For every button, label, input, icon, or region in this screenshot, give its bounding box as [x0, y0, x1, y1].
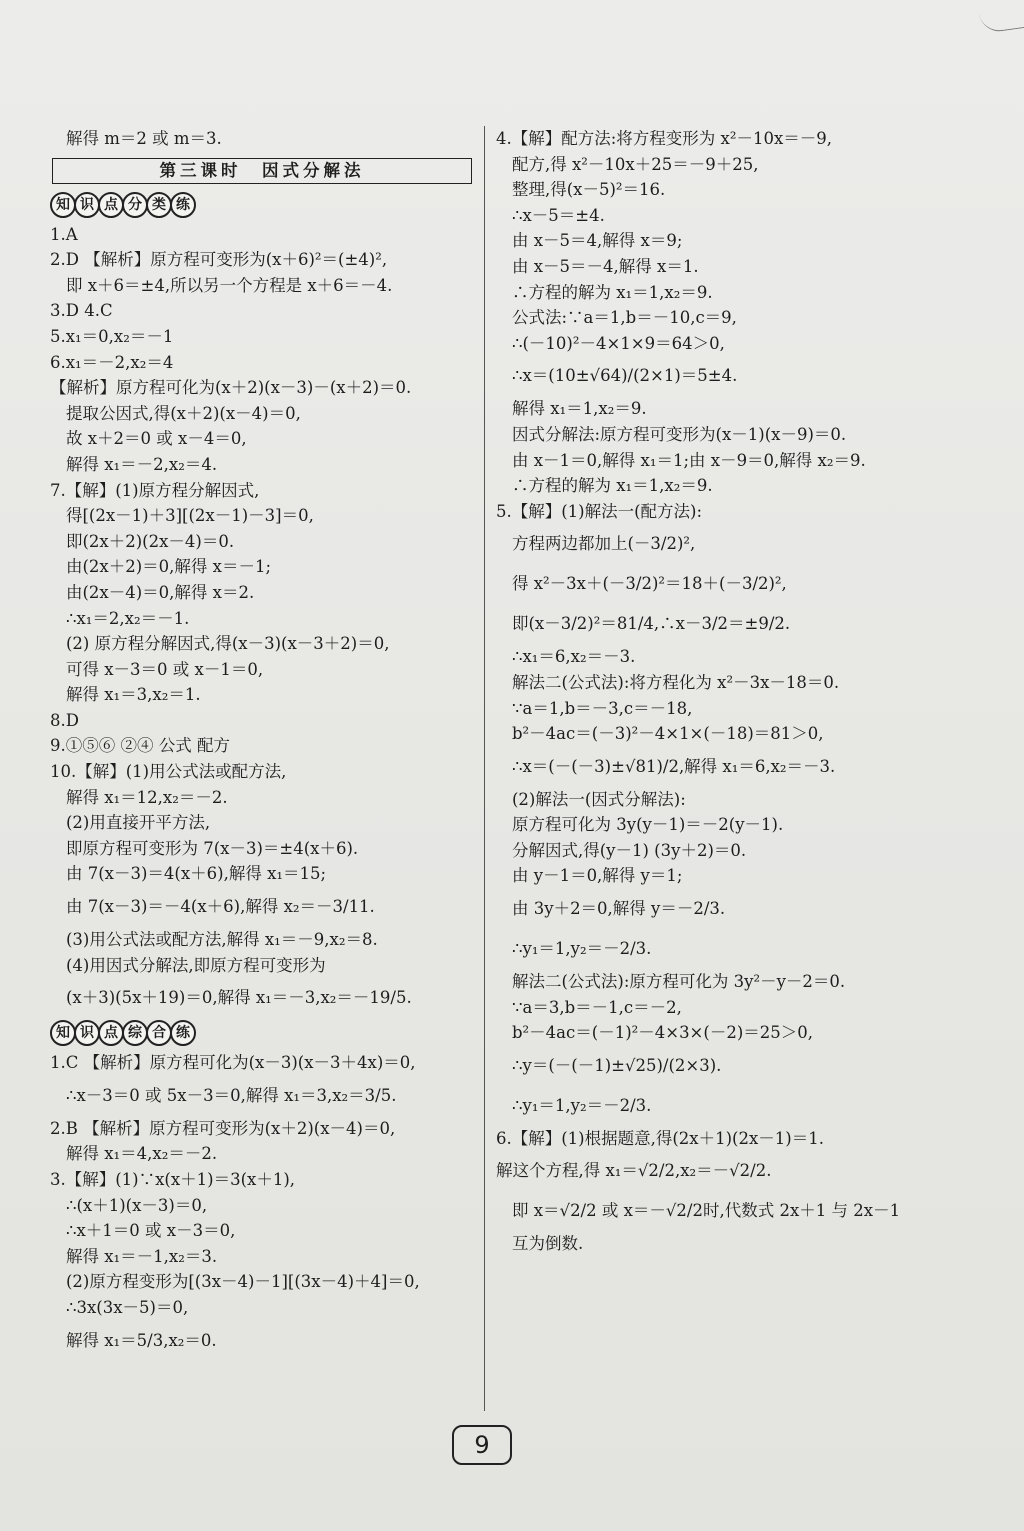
category-tag-comprehensive-practice-char: 练	[170, 1020, 196, 1046]
page-number: 9	[452, 1425, 512, 1465]
right-column	[496, 126, 976, 1257]
left-text-line: (2)用直接开平方法,	[66, 813, 211, 833]
category-tag-classified-practice-char: 识	[74, 192, 100, 218]
right-text-line: (2)解法一(因式分解法):	[512, 789, 686, 809]
left-text-line: 10.【解】(1)用公式法或配方法,	[50, 762, 287, 782]
page-corner-curl	[979, 7, 1024, 34]
left-text-line: ∴3x(3x－5)＝0,	[66, 1297, 189, 1317]
left-text-line: (x＋3)(5x＋19)＝0,解得 x₁＝－3,x₂＝－19/5.	[66, 988, 412, 1008]
left-text-line: 解得 x₁＝5/3,x₂＝0.	[66, 1330, 217, 1350]
left-column	[50, 126, 475, 1361]
right-text-line: 由 3y＋2＝0,解得 y＝－2/3.	[512, 899, 726, 919]
left-text-line: ∴x－3＝0 或 5x－3＝0,解得 x₁＝3,x₂＝3/5.	[66, 1085, 397, 1105]
category-tag-classified-practice-char: 类	[146, 192, 172, 218]
left-text-line: 即 x＋6＝±4,所以另一个方程是 x＋6＝－4.	[66, 275, 393, 295]
left-text-line: 1.C 【解析】原方程可化为(x－3)(x－3＋4x)＝0,	[50, 1053, 416, 1073]
left-text-line: 可得 x－3＝0 或 x－1＝0,	[66, 659, 264, 679]
column-divider	[484, 126, 485, 1411]
left-text-line: 即原方程可变形为 7(x－3)＝±4(x＋6).	[66, 838, 359, 858]
category-tag-comprehensive-practice-char: 综	[122, 1020, 148, 1046]
left-text-line: (2) 原方程分解因式,得(x－3)(x－3＋2)＝0,	[66, 634, 390, 654]
category-tag-comprehensive-practice-char: 合	[146, 1020, 172, 1046]
right-text-line: ∴x－5＝±4.	[512, 205, 605, 225]
right-text-line: 由 y－1＝0,解得 y＝1;	[512, 866, 683, 886]
right-text-line: 即 x＝√2/2 或 x＝－√2/2时,代数式 2x＋1 与 2x－1	[512, 1201, 901, 1221]
right-text-line: 解这个方程,得 x₁＝√2/2,x₂＝－√2/2.	[496, 1161, 772, 1181]
right-text-line: 原方程可化为 3y(y－1)＝－2(y－1).	[512, 815, 784, 835]
right-text-line: 4.【解】配方法:将方程变形为 x²－10x＝－9,	[496, 129, 833, 148]
right-text-line: ∴y₁＝1,y₂＝－2/3.	[512, 939, 652, 959]
left-text-line: 由(2x－4)＝0,解得 x＝2.	[66, 582, 255, 602]
left-text-line: (2)原方程变形为[(3x－4)－1][(3x－4)＋4]＝0,	[66, 1272, 420, 1292]
right-text-line: 整理,得(x－5)²＝16.	[512, 180, 666, 200]
right-text-line: ∴方程的解为 x₁＝1,x₂＝9.	[512, 476, 713, 496]
left-text-line: 得[(2x－1)＋3][(2x－1)－3]＝0,	[66, 506, 314, 526]
left-text-line: 解得 x₁＝3,x₂＝1.	[66, 685, 201, 705]
right-text-line: 解法二(公式法):将方程化为 x²－3x－18＝0.	[512, 672, 840, 692]
right-text-line: ∴x₁＝6,x₂＝－3.	[512, 647, 636, 667]
right-text-line: ∴x＝(10±√64)/(2×1)＝5±4.	[512, 366, 738, 386]
category-tag-comprehensive-practice	[50, 1020, 194, 1046]
left-text-line: 3.D 4.C	[50, 301, 113, 321]
category-tag-classified-practice-char: 分	[122, 192, 148, 218]
left-text-line: 1.A	[50, 224, 78, 244]
left-text-line: 2.B 【解析】原方程可变形为(x＋2)(x－4)＝0,	[50, 1118, 396, 1138]
left-text-line: (4)用因式分解法,即原方程可变形为	[66, 955, 326, 975]
left-text-line: ∴(x＋1)(x－3)＝0,	[66, 1195, 208, 1215]
right-text-line: 即(x－3/2)²＝81/4,∴x－3/2＝±9/2.	[512, 614, 791, 634]
right-text-line: 互为倒数.	[512, 1234, 584, 1254]
category-tag-classified-practice-char: 知	[50, 192, 76, 218]
right-text-line: ∵a＝3,b＝－1,c＝－2,	[512, 997, 682, 1017]
left-text-line: 解得 x₁＝4,x₂＝－2.	[66, 1144, 218, 1164]
right-text-line: 公式法:∵a＝1,b＝－10,c＝9,	[512, 308, 737, 328]
right-text-line: 由 x－5＝4,解得 x＝9;	[512, 231, 683, 251]
left-text-line: 解得 x₁＝12,x₂＝－2.	[66, 787, 228, 807]
category-tag-classified-practice-char: 点	[98, 192, 124, 218]
right-text-line: 解法二(公式法):原方程可化为 3y²－y－2＝0.	[512, 972, 846, 992]
category-tag-classified-practice	[50, 192, 194, 218]
left-text-line: 由(2x＋2)＝0,解得 x＝－1;	[66, 557, 272, 577]
right-text-line: 得 x²－3x＋(－3/2)²＝18＋(－3/2)²,	[512, 574, 787, 594]
left-text-line: ∴x₁＝2,x₂＝－1.	[66, 608, 190, 628]
right-text-line: 6.【解】(1)根据题意,得(2x＋1)(2x－1)＝1.	[496, 1128, 824, 1148]
right-text-line: 因式分解法:原方程可变形为(x－1)(x－9)＝0.	[512, 424, 847, 444]
right-text-line: ∴x＝(－(－3)±√81)/2,解得 x₁＝6,x₂＝－3.	[512, 756, 836, 776]
right-text-line: ∴(－10)²－4×1×9＝64＞0,	[512, 333, 725, 353]
left-text-line: 7.【解】(1)原方程分解因式,	[50, 480, 260, 500]
left-text-line: 8.D	[50, 710, 79, 730]
right-text-line: 分解因式,得(y－1) (3y＋2)＝0.	[512, 840, 747, 860]
right-text-line: ∴y₁＝1,y₂＝－2/3.	[512, 1095, 652, 1115]
category-tag-comprehensive-practice-char: 点	[98, 1020, 124, 1046]
section-title: 第三课时 因式分解法	[52, 158, 472, 184]
left-text-line: 解得 x₁＝－1,x₂＝3.	[66, 1246, 218, 1266]
left-text-line: 由 7(x－3)＝－4(x＋6),解得 x₂＝－3/11.	[66, 897, 375, 917]
left-text-line: 解得 m＝2 或 m＝3.	[66, 129, 222, 148]
left-text-line: 6.x₁＝－2,x₂＝4	[50, 352, 174, 372]
right-text-line: 由 x－1＝0,解得 x₁＝1;由 x－9＝0,解得 x₂＝9.	[512, 450, 866, 470]
left-text-line: (3)用公式法或配方法,解得 x₁＝－9,x₂＝8.	[66, 930, 378, 950]
right-text-line: 5.【解】(1)解法一(配方法):	[496, 501, 703, 521]
left-text-line: 由 7(x－3)＝4(x＋6),解得 x₁＝15;	[66, 864, 327, 884]
left-text-line: 3.【解】(1)∵x(x＋1)＝3(x＋1),	[50, 1170, 296, 1189]
left-text-line: 解得 x₁＝－2,x₂＝4.	[66, 454, 218, 474]
category-tag-comprehensive-practice-char: 知	[50, 1020, 76, 1046]
right-text-line: 解得 x₁＝1,x₂＝9.	[512, 399, 647, 419]
right-text-line: b²－4ac＝(－3)²－4×1×(－18)＝81＞0,	[512, 724, 824, 744]
right-text-line: ∵a＝1,b＝－3,c＝－18,	[512, 698, 693, 718]
left-text-line: 5.x₁＝0,x₂＝－1	[50, 326, 174, 346]
left-text-line: 9.①⑤⑥ ②④ 公式 配方	[50, 736, 230, 756]
right-text-line: 配方,得 x²－10x＋25＝－9＋25,	[512, 154, 759, 174]
left-text-line: 提取公因式,得(x＋2)(x－4)＝0,	[66, 403, 301, 423]
right-text-line: ∴方程的解为 x₁＝1,x₂＝9.	[512, 282, 713, 302]
left-text-line: 2.D 【解析】原方程可变形为(x＋6)²＝(±4)²,	[50, 250, 388, 270]
category-tag-comprehensive-practice-char: 识	[74, 1020, 100, 1046]
left-text-line: 【解析】原方程可化为(x＋2)(x－3)－(x＋2)＝0.	[50, 378, 412, 398]
left-text-line: ∴x＋1＝0 或 x－3＝0,	[66, 1221, 236, 1241]
left-text-line: 即(2x＋2)(2x－4)＝0.	[66, 531, 235, 551]
right-text-line: 由 x－5＝－4,解得 x＝1.	[512, 256, 699, 276]
left-text-line: 故 x＋2＝0 或 x－4＝0,	[66, 429, 247, 449]
right-text-line: b²－4ac＝(－1)²－4×3×(－2)＝25＞0,	[512, 1023, 813, 1043]
right-text-line: 方程两边都加上(－3/2)²,	[512, 534, 696, 554]
category-tag-classified-practice-char: 练	[170, 192, 196, 218]
right-text-line: ∴y＝(－(－1)±√25)/(2×3).	[512, 1055, 722, 1075]
